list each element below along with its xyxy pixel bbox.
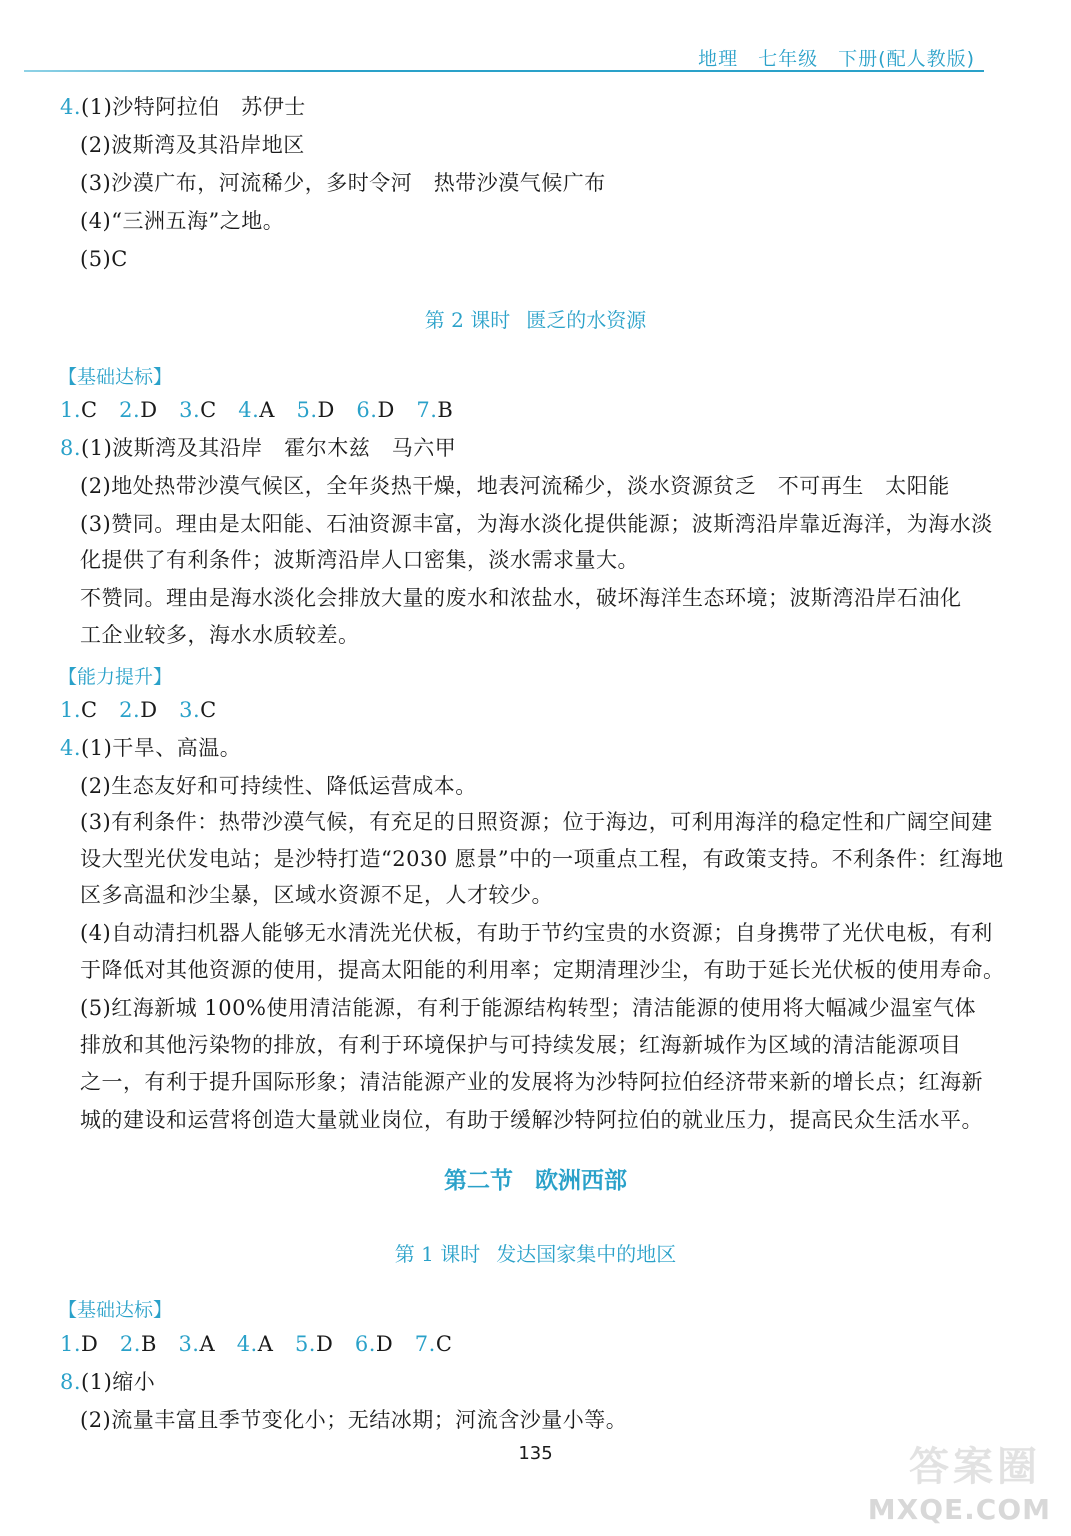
answer-line: (2)地处热带沙漠气候区，全年炎热干燥，地表河流稀少，淡水资源贫乏 不可再生 太阳能	[80, 474, 950, 498]
lesson-title: 发达国家集中的地区	[496, 1242, 677, 1266]
section-label: 第二节	[444, 1167, 513, 1194]
mc-answer: D	[317, 398, 335, 422]
mc-answer: D	[375, 1332, 394, 1356]
mc-answer: D	[81, 1332, 99, 1356]
answer-line: (4)“三洲五海”之地。	[80, 209, 285, 233]
answer-line	[60, 733, 241, 763]
section-title: 欧洲西部	[535, 1167, 627, 1194]
mc-answer: B	[437, 398, 454, 422]
lesson-heading	[0, 304, 1071, 333]
answer-line: (2)波斯湾及其沿岸地区	[80, 133, 305, 157]
question-number: 2.	[119, 398, 141, 422]
question-number: 4.	[60, 736, 82, 760]
mc-answers	[60, 1329, 452, 1359]
section-heading	[0, 1162, 1071, 1195]
answer-line: 城的建设和运营将创造大量就业岗位，有助于缓解沙特阿拉伯的就业压力，提高民众生活水平。	[80, 1108, 983, 1132]
question-number: 8.	[60, 1370, 82, 1394]
question-number: 1.	[60, 398, 82, 422]
question-number: 6.	[354, 1332, 376, 1356]
mc-answer: D	[140, 398, 158, 422]
answer-line: 工企业较多，海水水质较差。	[80, 623, 360, 647]
mc-answer: B	[140, 1332, 157, 1356]
mc-answer: D	[377, 398, 395, 422]
question-number: 3.	[179, 398, 201, 422]
answer-line: (5)C	[80, 247, 128, 271]
answer-line	[60, 433, 456, 463]
question-number: 2.	[119, 1332, 141, 1356]
lesson-label: 第 1 课时	[394, 1242, 481, 1266]
mc-answers	[60, 395, 453, 425]
answer-line	[60, 92, 306, 122]
question-number: 4.	[238, 398, 260, 422]
question-number: 8.	[60, 436, 82, 460]
question-number: 1.	[60, 1332, 82, 1356]
mc-answer: C	[200, 398, 217, 422]
question-number: 5.	[294, 1332, 316, 1356]
answer-line: (3)有利条件：热带沙漠气候，有充足的日照资源；位于海边，可利用海洋的稳定性和广阔空间建	[80, 810, 993, 834]
answer-line: (4)自动清扫机器人能够无水清洗光伏板，有助于节约宝贵的水资源；自身携带了光伏电板，有利	[80, 921, 993, 945]
lesson-label: 第 2 课时	[424, 308, 511, 332]
mc-answer: C	[200, 698, 217, 722]
page-number: 135	[518, 1443, 553, 1464]
mc-answer: D	[140, 698, 158, 722]
answer-text: (1)沙特阿拉伯 苏伊士	[81, 95, 306, 119]
answer-text: (1)缩小	[81, 1370, 156, 1394]
lesson-heading	[0, 1238, 1071, 1267]
answer-line: 化提供了有利条件；波斯湾沿岸人口密集，淡水需求量大。	[80, 548, 639, 572]
answer-line	[60, 1367, 155, 1397]
mc-answer: A	[257, 1332, 274, 1356]
answer-line: (3)赞同。理由是太阳能、石油资源丰富，为海水淡化提供能源；波斯湾沿岸靠近海洋，为海水淡	[80, 512, 993, 536]
question-number: 5.	[296, 398, 318, 422]
question-number: 6.	[356, 398, 378, 422]
question-number: 4.	[60, 95, 82, 119]
answer-line: 排放和其他污染物的排放，有利于环境保护与可持续发展；红海新城作为区域的清洁能源项目	[80, 1033, 962, 1057]
answer-line: 不赞同。理由是海水淡化会排放大量的废水和浓盐水，破坏海洋生态环境；波斯湾沿岸石油化	[80, 586, 962, 610]
header-rule	[24, 70, 984, 72]
question-number: 3.	[179, 698, 201, 722]
lesson-title: 匮乏的水资源	[526, 308, 647, 332]
answer-text: (1)干旱、高温。	[81, 736, 242, 760]
section-tag: 【基础达标】	[58, 1299, 173, 1321]
question-number: 4.	[236, 1332, 258, 1356]
answer-line: 之一，有利于提升国际形象；清洁能源产业的发展将为沙特阿拉伯经济带来新的增长点；红海新	[80, 1070, 983, 1094]
answer-line: (3)沙漠广布，河流稀少，多时令河 热带沙漠气候广布	[80, 171, 606, 195]
question-number: 7.	[414, 1332, 436, 1356]
mc-answer: C	[81, 398, 98, 422]
watermark-url: MXQE.COM	[867, 1493, 1051, 1526]
answer-line: 于降低对其他资源的使用，提高太阳能的利用率；定期清理沙尘，有助于延长光伏板的使用寿命。	[80, 958, 1005, 982]
question-number: 1.	[60, 698, 82, 722]
running-header: 地理 七年级 下册(配人教版)	[698, 48, 975, 70]
answer-line: (2)流量丰富且季节变化小；无结冰期；河流含沙量小等。	[80, 1408, 628, 1432]
question-number: 7.	[416, 398, 438, 422]
watermark-logo: 答案圈	[909, 1444, 1041, 1490]
question-number: 3.	[178, 1332, 200, 1356]
answer-text: (1)波斯湾及其沿岸 霍尔木兹 马六甲	[81, 436, 457, 460]
answer-line: (2)生态友好和可持续性、降低运营成本。	[80, 774, 477, 798]
answer-line: 区多高温和沙尘暴，区域水资源不足，人才较少。	[80, 883, 553, 907]
section-tag: 【能力提升】	[58, 666, 173, 688]
section-tag: 【基础达标】	[58, 366, 173, 388]
mc-answer: C	[81, 698, 98, 722]
mc-answers	[60, 695, 217, 725]
answer-line: (5)红海新城 100%使用清洁能源，有利于能源结构转型；清洁能源的使用将大幅减少温室气体	[80, 996, 976, 1020]
mc-answer: A	[199, 1332, 216, 1356]
mc-answer: C	[435, 1332, 453, 1356]
mc-answer: A	[259, 398, 275, 422]
answer-line: 设大型光伏发电站；是沙特打造“2030 愿景”中的一项重点工程，有政策支持。不利条件：红海地	[80, 847, 1004, 871]
mc-answer: D	[315, 1332, 334, 1356]
question-number: 2.	[119, 698, 141, 722]
